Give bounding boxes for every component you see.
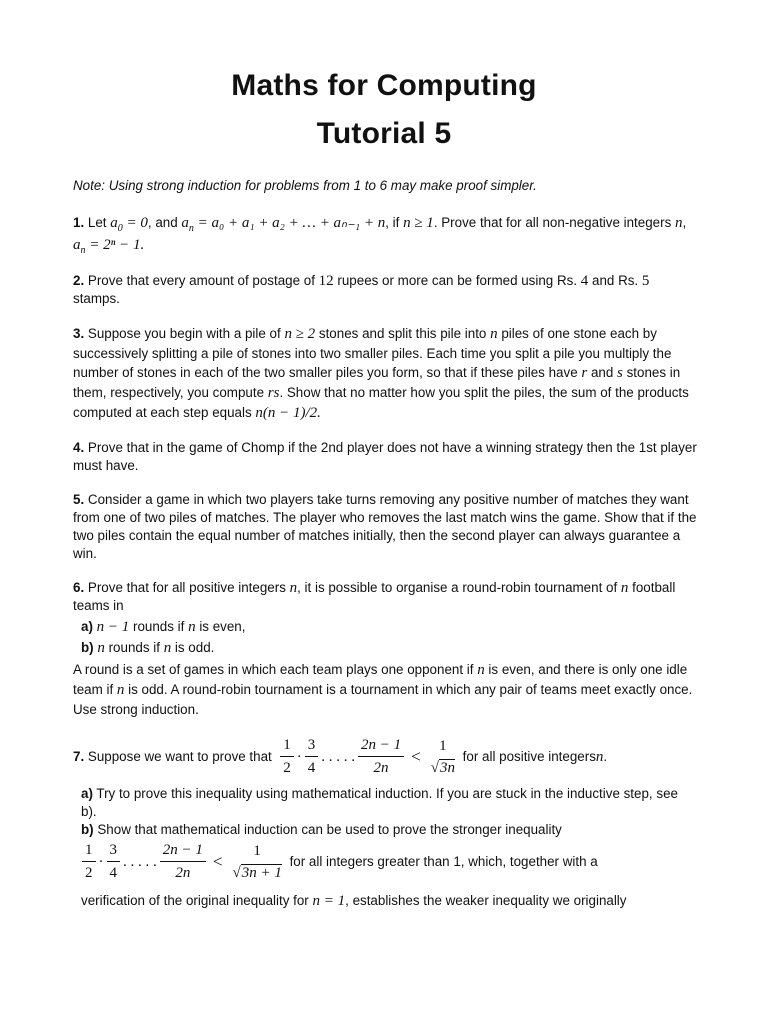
math-n: n: [477, 662, 485, 678]
note: Note: Using strong induction for problems from 1 to 6 may make proof simpler.: [73, 178, 537, 193]
text: Let: [87, 215, 111, 230]
text: , establishes the weaker inequality we originally: [345, 893, 627, 908]
math-var: a: [181, 215, 189, 231]
math-12: 12: [318, 273, 334, 289]
denominator: [229, 862, 284, 882]
text: Prove that in the game of Chomp if the 2nd player does not have a winning strategy then the 1st player must have.: [73, 440, 697, 473]
numerator: 1: [439, 737, 447, 754]
page-title: Maths for Computing: [231, 69, 537, 102]
question-number: 2.: [73, 273, 85, 288]
dot: ·: [98, 853, 104, 870]
math-expr: = a₀ + a₁ + a₂ + … + aₙ₋₁ + n: [193, 215, 386, 231]
math-n: n: [163, 640, 172, 656]
question-1: [73, 212, 697, 256]
math-eq: = 0: [122, 215, 148, 231]
text: , and: [147, 215, 182, 230]
math-4: 4: [580, 273, 589, 289]
radicand: 3n + 1: [241, 864, 282, 881]
text: Consider a game in which two players take turns removing any positive number of matches they want from one of two piles of matches. The player who removes the last match wins the game. Show that if the two piles contain the equal number of matches initially, then the second player can always guarantee a win.: [73, 492, 697, 561]
text: , if: [385, 215, 404, 230]
math-var: a: [110, 215, 118, 231]
math-sub: n: [80, 245, 86, 256]
numerator: 1: [283, 737, 291, 753]
math-n-eq-1: n = 1: [312, 893, 346, 909]
part-label: b): [81, 640, 94, 655]
math-var: a: [73, 237, 81, 253]
question-7: [73, 736, 697, 910]
numerator: 3: [307, 737, 316, 753]
question-4: [73, 439, 697, 475]
math-n: n: [595, 748, 604, 765]
math-n: n: [620, 580, 629, 596]
page-subtitle: Tutorial 5: [316, 117, 452, 150]
math-n-minus-1: n − 1: [96, 619, 130, 635]
text: Show that mathematical induction can be used to prove the stronger inequality: [97, 822, 562, 837]
text: for all integers greater than 1, which, together with a: [289, 853, 598, 869]
denominator: 2: [280, 756, 294, 777]
text: Try to prove this inequality using mathematical induction. If you are stuck in the inductive step, see b).: [81, 786, 678, 819]
text: is even, and there is only one idle team if: [73, 662, 688, 697]
question-6: [73, 579, 697, 720]
text: is odd.: [171, 640, 215, 655]
text: stones in them, respectively, you compute: [73, 365, 681, 400]
fraction-3-4: [305, 736, 319, 777]
math-expr: = 2ⁿ − 1.: [85, 237, 145, 253]
fraction-1-over-sqrt-3n-plus-1: [229, 842, 284, 882]
question-3: [73, 324, 697, 423]
text: rounds if: [104, 640, 164, 655]
question-number: 5.: [73, 492, 85, 507]
math-a0: [110, 215, 148, 234]
text: , it is possible to organise a round-robin tournament of: [297, 580, 621, 595]
text: stamps.: [73, 291, 120, 306]
fraction-1-2: [82, 841, 96, 882]
fraction-2n-minus-1-over-2n: [160, 841, 206, 882]
math-n: n: [490, 326, 498, 342]
denominator: 2: [82, 861, 96, 882]
text: . Show that no matter how you split the piles, the sum of the products computed at each step equals: [73, 385, 689, 420]
math-n: n: [116, 682, 125, 698]
math-n-n-minus-1-over-2: n(n − 1)/2.: [255, 405, 321, 421]
math-n: n: [674, 215, 683, 231]
text: Suppose we want to prove that: [87, 748, 272, 764]
text: rupees or more can be formed using Rs.: [333, 273, 581, 288]
numerator: 1: [253, 842, 261, 859]
question-5: [73, 491, 697, 563]
question-number: 6.: [73, 580, 85, 595]
text: football teams in: [73, 580, 676, 613]
numerator: 2n − 1: [360, 737, 402, 753]
question-number: 1.: [73, 215, 85, 230]
question-number: 4.: [73, 440, 85, 455]
question-7-continuation: [73, 892, 697, 910]
numerator: 3: [109, 842, 117, 858]
text: is even,: [195, 619, 246, 634]
question-6-parts: [81, 618, 697, 657]
text: ,: [682, 215, 687, 230]
dot: ·: [296, 748, 302, 765]
denominator: 4: [305, 756, 319, 777]
part-label: b): [81, 822, 94, 837]
denominator: 4: [107, 861, 121, 882]
denominator: [428, 757, 458, 777]
math-sub: n: [188, 223, 194, 234]
text: . Prove that for all non-negative integers: [433, 215, 675, 230]
radicand: 3n: [439, 759, 455, 776]
text: and: [587, 365, 618, 380]
question-7-stronger-inequality: [73, 841, 697, 882]
question-7-statement: [73, 736, 697, 777]
question-6-part-b: [81, 639, 697, 657]
fraction-2n-minus-1-over-2n: [358, 736, 404, 777]
text: rounds if: [129, 619, 189, 634]
text: and Rs.: [588, 273, 642, 288]
question-2: [73, 272, 697, 308]
math-n: n: [289, 580, 298, 596]
dots: . . . . .: [321, 748, 355, 765]
math-5: 5: [641, 273, 650, 289]
text: is odd. A round-robin tournament is a tournament in which any pair of teams meet exactly once. Use strong induction.: [73, 682, 693, 717]
text: A round is a set of games in which each team plays one opponent if: [73, 662, 478, 677]
numerator: 2n − 1: [162, 842, 203, 858]
question-number: 7.: [73, 748, 85, 764]
math-n-geq-2: n ≥ 2: [284, 326, 316, 342]
math-s: s: [617, 365, 623, 381]
part-label: a): [81, 619, 93, 634]
math-n: n: [97, 640, 105, 656]
text: for all positive integers: [462, 748, 596, 764]
sqrt-symbol: √: [430, 759, 439, 776]
question-number: 3.: [73, 326, 85, 341]
math-rs: rs: [267, 385, 280, 401]
math-n: n: [188, 619, 196, 635]
text: piles of one stone each by successively splitting a pile of stones into two smaller piles. Each time you split a pile you multiply the number of stones in each of the two smaller piles you form, so that if these piles have: [73, 326, 672, 380]
dots: . . . . .: [123, 853, 157, 870]
part-label: a): [81, 786, 93, 801]
text: Prove that every amount of postage of: [87, 273, 319, 288]
text: .: [603, 748, 608, 764]
math-r: r: [581, 365, 588, 381]
fraction-3-4: [107, 841, 121, 882]
numerator: 1: [85, 842, 93, 858]
math-n-geq-1: n ≥ 1: [403, 215, 434, 231]
question-7-part-b: [73, 821, 697, 839]
text: Prove that for all positive integers: [87, 580, 290, 595]
question-7-part-a: [73, 785, 697, 821]
fraction-1-over-sqrt-3n: [428, 737, 458, 777]
less-than: <: [411, 746, 421, 766]
denominator: 2n: [160, 861, 206, 882]
less-than: <: [212, 851, 223, 871]
sqrt-symbol: √: [232, 864, 241, 881]
questions: [73, 212, 697, 910]
fraction-1-2: [280, 736, 294, 777]
math-an-result: [73, 237, 145, 256]
denominator: 2n: [358, 756, 404, 777]
question-6-part-a: [81, 618, 697, 636]
math-sub: 0: [117, 223, 123, 234]
text: Suppose you begin with a pile of: [87, 326, 285, 341]
text: verification of the original inequality for: [81, 893, 313, 908]
math-an-def: [181, 215, 386, 234]
text: stones and split this pile into: [315, 326, 491, 341]
